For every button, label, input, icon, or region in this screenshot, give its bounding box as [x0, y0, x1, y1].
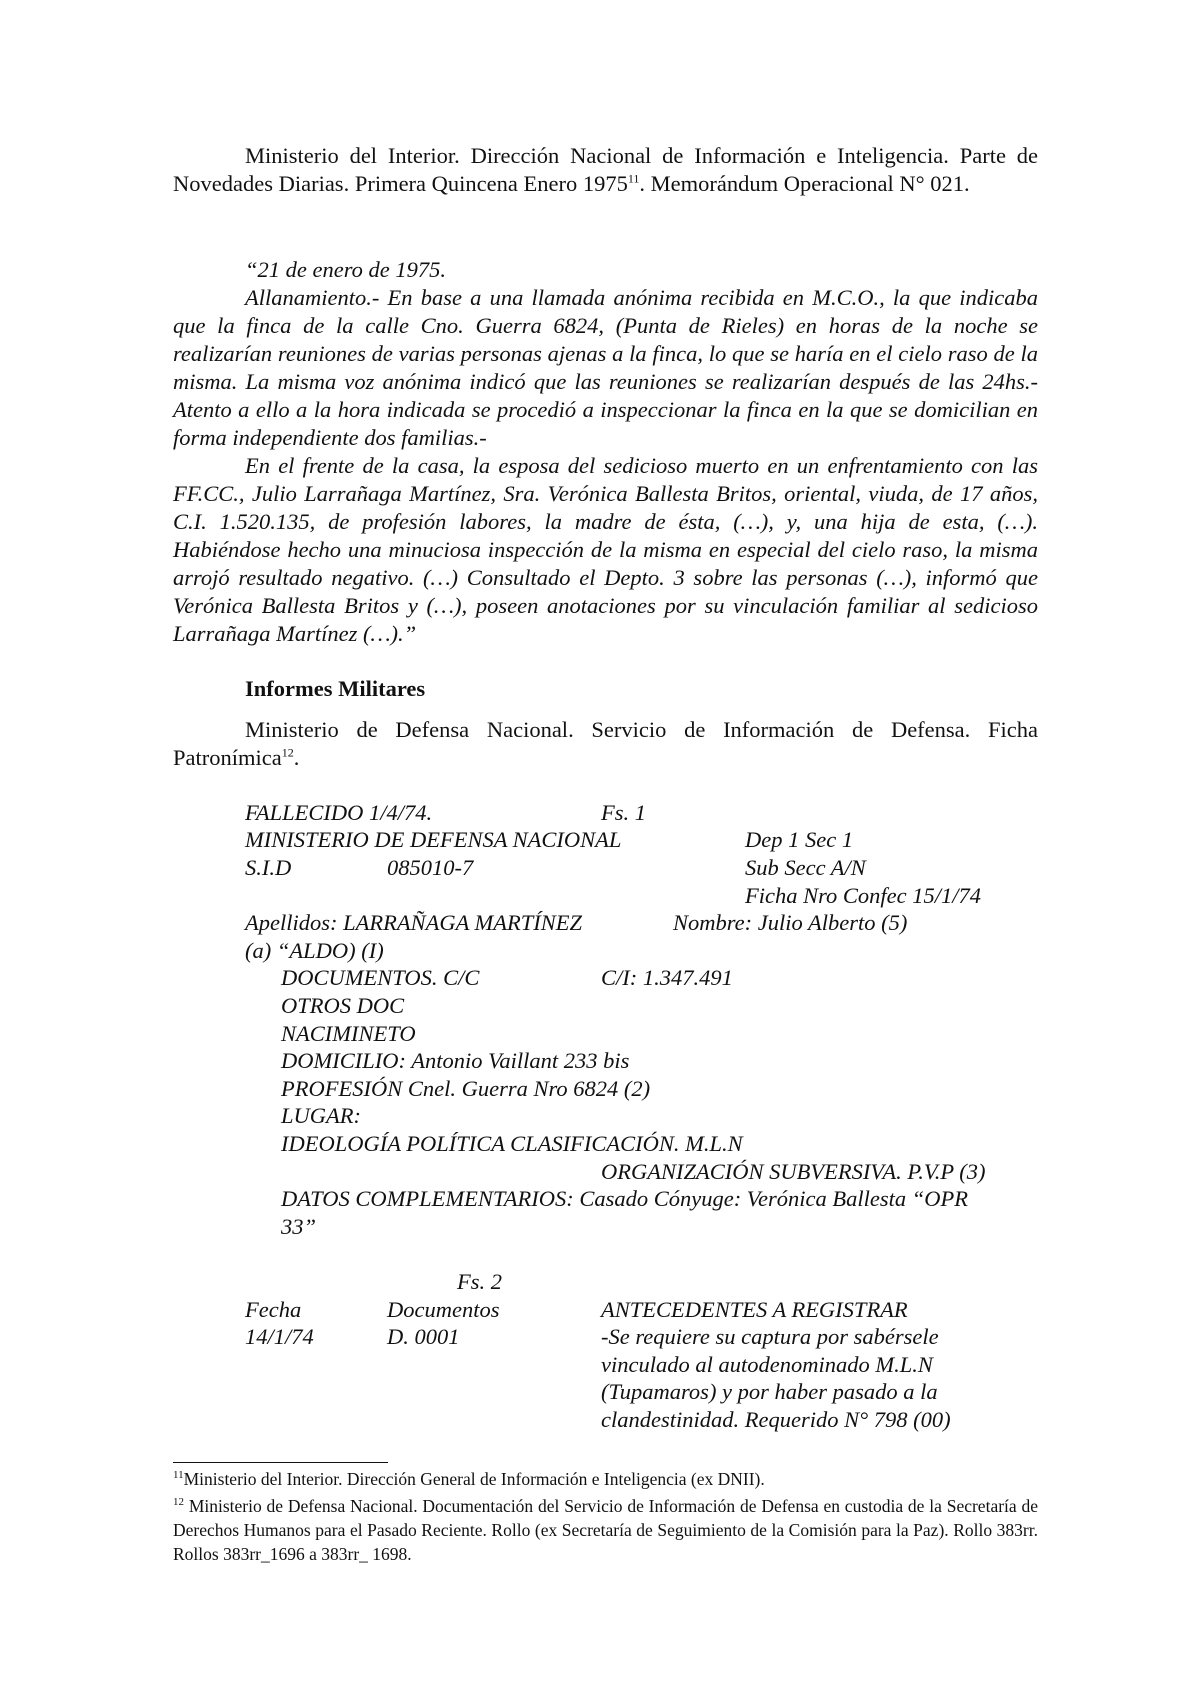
ficha-nombre: Nombre: Julio Alberto (5) — [673, 910, 908, 935]
quote-paragraph-2: En el frente de la casa, la esposa del sedicioso muerto en un enfrentamiento con las FF.CC., Julio Larrañaga Martínez, Sra. Verónica Ballesta Britos, oriental, viuda, de 17 años, C.I. 1.520.135, de profesión labores, la madre de ésta, (…), y, una hija de esta, (…). Habiéndose hecho una minuciosa inspección de la misma en especial del cielo raso, la misma arrojó resultado negativo. (…) Consultado el Depto. 3 sobre las personas (…), informó que Verónica Ballesta Britos y (…), poseen anotaciones por su vinculación familiar al sedicioso Larrañaga Martínez (…).” — [173, 453, 1038, 646]
footnote-11 — [173, 1467, 1038, 1491]
section-text-end: . — [293, 745, 300, 770]
ficha-fallecido: FALLECIDO 1/4/74. — [245, 800, 433, 825]
quote-date: “21 de enero de 1975. — [245, 257, 447, 282]
ficha-fs2: Fs. 2 — [457, 1269, 502, 1294]
ficha-sid: S.I.D — [245, 855, 292, 880]
table-header-antecedentes: ANTECEDENTES A REGISTRAR — [601, 1297, 908, 1322]
ficha-lugar: LUGAR: — [281, 1103, 361, 1128]
ficha-organizacion: ORGANIZACIÓN SUBVERSIVA. P.V.P (3) — [601, 1159, 986, 1184]
table-cell-documento: D. 0001 — [387, 1324, 460, 1349]
ficha-fs1: Fs. 1 — [601, 800, 646, 825]
table-cell-antecedentes-line: -Se requiere su captura por sabérsele — [601, 1324, 939, 1349]
ficha-profesion: PROFESIÓN Cnel. Guerra Nro 6824 (2) — [281, 1076, 651, 1101]
footnote-ref-12: 12 — [281, 745, 294, 760]
table-cell-antecedentes-line: (Tupamaros) y por haber pasado a la — [601, 1379, 938, 1404]
ficha-documentos: DOCUMENTOS. C/C — [281, 965, 480, 990]
intro-text: Ministerio del Interior. Dirección Nacional de Información e Inteligencia. Parte de Novedades Diarias. Primera Quincena Enero 1975 — [173, 143, 1038, 196]
ficha-datos-complementarios-cont: 33” — [281, 1214, 317, 1239]
intro-text-end: . Memorándum Operacional N° 021. — [639, 171, 970, 196]
table-header-fecha: Fecha — [245, 1297, 302, 1322]
ficha-nacimiento: NACIMINETO — [281, 1021, 416, 1046]
ficha-sid-number: 085010-7 — [387, 855, 474, 880]
quote-paragraph-1: Allanamiento.- En base a una llamada anónima recibida en M.C.O., la que indicaba que la finca de la calle Cno. Guerra 6824, (Punta de Rieles) en horas de la noche se realizarían reuniones de varias personas ajenas a la finca, lo que se haría en el cielo raso de la misma. La misma voz anónima indicó que las reuniones se realizarían después de las 24hs.- Atento a ello a la hora indicada se procedió a inspeccionar la finca en la que se domicilian en forma independiente dos familias.- — [173, 285, 1038, 450]
table-header-documentos: Documentos — [387, 1297, 500, 1322]
ficha-apellidos: Apellidos: LARRAÑAGA MARTÍNEZ — [245, 910, 583, 935]
footnote-separator — [173, 1462, 388, 1463]
section-heading: Informes Militares — [245, 676, 426, 701]
table-cell-fecha: 14/1/74 — [245, 1324, 314, 1349]
ficha-ci: C/I: 1.347.491 — [601, 965, 733, 990]
ficha-ministerio: MINISTERIO DE DEFENSA NACIONAL — [245, 827, 622, 852]
table-cell-antecedentes-line: clandestinidad. Requerido N° 798 (00) — [601, 1407, 951, 1432]
section-text: Ministerio de Defensa Nacional. Servicio de Información de Defensa. Ficha Patronímica — [173, 717, 1038, 770]
ficha-dep: Dep 1 Sec 1 — [745, 827, 854, 852]
table-cell-antecedentes-line: vinculado al autodenominado M.L.N — [601, 1352, 933, 1377]
ficha-ideologia: IDEOLOGÍA POLÍTICA CLASIFICACIÓN. M.L.N — [281, 1131, 743, 1156]
ficha-domicilio: DOMICILIO: Antonio Vaillant 233 bis — [281, 1048, 630, 1073]
footnote-text: Ministerio del Interior. Dirección General de Información e Inteligencia (ex DNII). — [183, 1469, 765, 1489]
ficha-otros-doc: OTROS DOC — [281, 993, 405, 1018]
footnote-text: Ministerio de Defensa Nacional. Documentación del Servicio de Información de Defensa en custodia de la Secretaría de Derechos Humanos para el Pasado Reciente. Rollo (ex Secretaría de Seguimiento de la Comisión para la Paz). Rollo 383rr. Rollos 383rr_1696 a 383rr_ 1698. — [173, 1496, 1038, 1564]
footnote-number: 11 — [173, 1469, 184, 1482]
footnote-number: 12 — [173, 1496, 184, 1509]
ficha-datos-complementarios: DATOS COMPLEMENTARIOS: Casado Cónyuge: Verónica Ballesta “OPR — [281, 1186, 969, 1211]
ficha-alias: (a) “ALDO) (I) — [245, 938, 384, 963]
ficha-ficha-nro: Ficha Nro Confec 15/1/74 — [745, 883, 982, 908]
ficha-subsecc: Sub Secc A/N — [745, 855, 866, 880]
footnote-12 — [173, 1494, 1038, 1566]
footnote-ref-11: 11 — [627, 171, 640, 186]
